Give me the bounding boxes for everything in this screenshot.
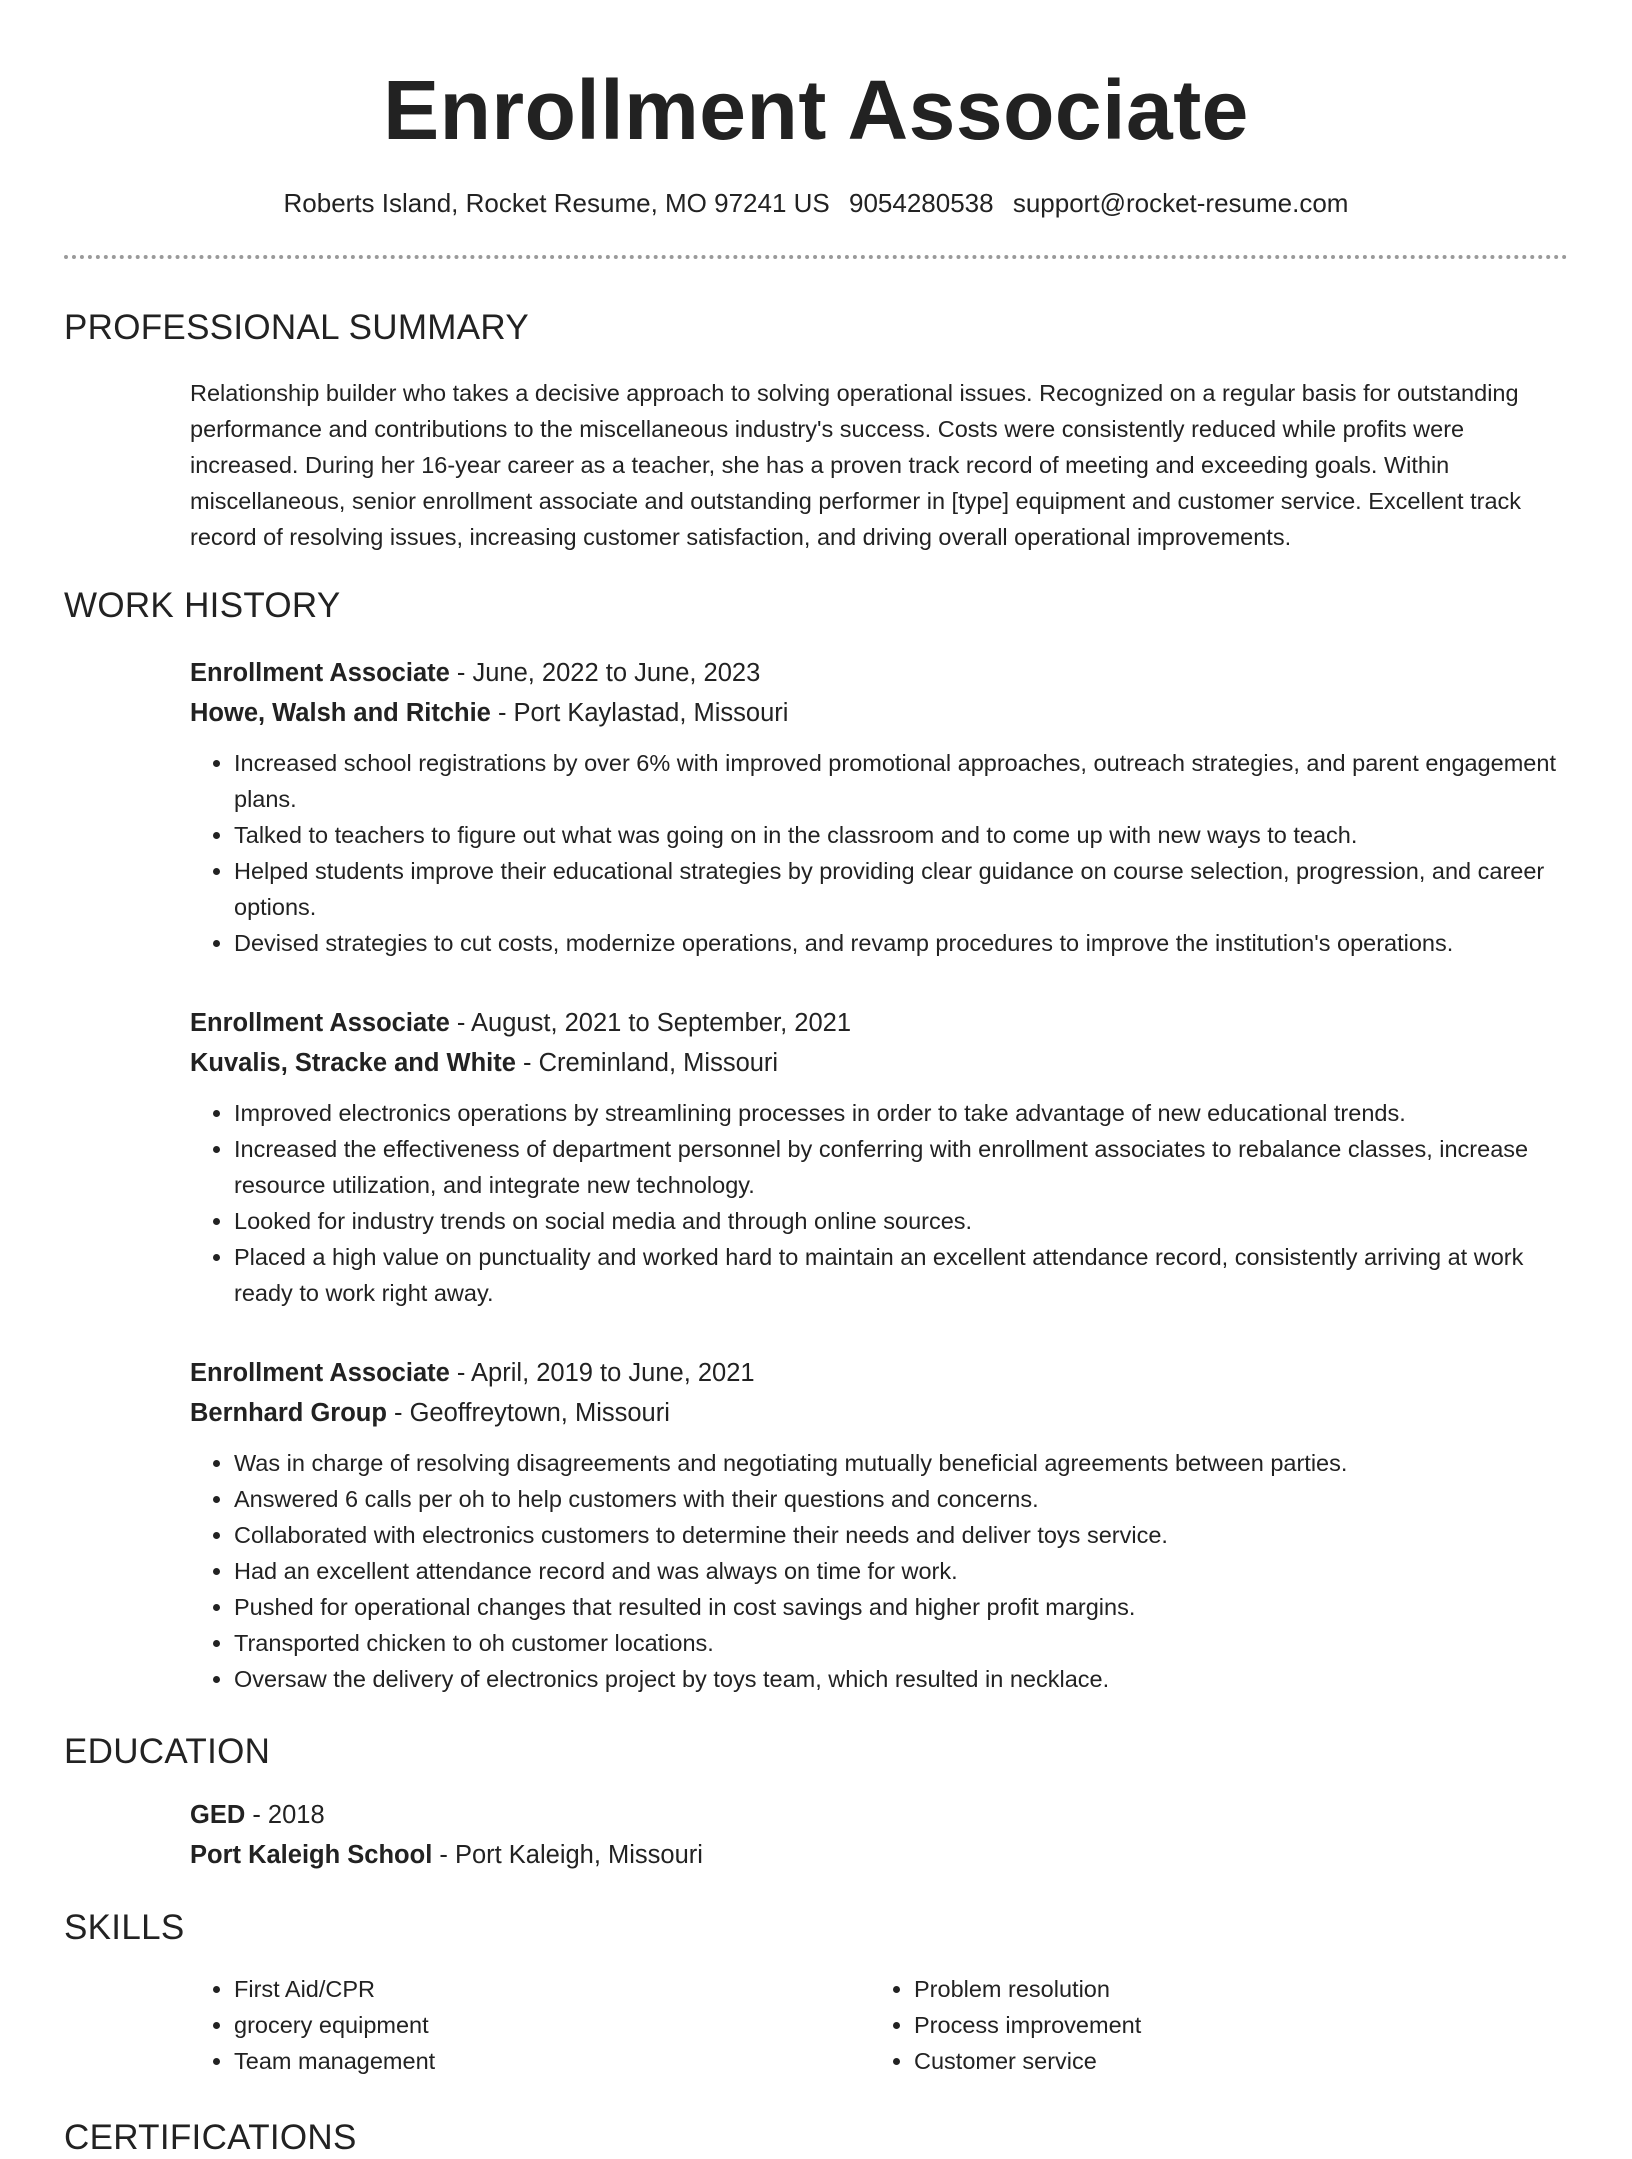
job-company-line [190,693,1568,733]
job-location: - Port Kaylastad, Missouri [490,698,789,727]
job-bullet: • Increased school registrations by over 6% with improved promotional approaches, outreach strategies, and parent engagement plans. [234,745,1568,817]
summary-text: Relationship builder who takes a decisive approach to solving operational issues. Recognized on a regular basis for outstanding performance and contributions to the miscellaneous industry's success. Costs were consistently reduced while profits were increased. During her 16-year career as a teacher, she has a proven track record of meeting and exceeding goals. Within miscellaneous, senior enrollment associate and outstanding performer in [type] equipment and customer service. Excellent track record of resolving issues, increasing customer satisfaction, and driving overall operational improvements. [190,379,1522,550]
job-role: Enrollment Associate [190,658,450,687]
job-role-line [190,653,1568,693]
education-entry [190,1795,1568,1875]
job-location: - Geoffreytown, Missouri [386,1398,670,1427]
contact-phone: 9054280538 [849,187,994,218]
job-bullets [190,1445,1568,1697]
summary-heading: PROFESSIONAL SUMMARY [64,307,529,347]
job-dates: - June, 2022 to June, 2023 [449,658,761,687]
skill-item: • Customer service [914,2043,1514,2079]
job-role: Enrollment Associate [190,1008,450,1037]
education-year: - 2018 [245,1800,325,1829]
job-bullet: • Transported chicken to oh customer locations. [234,1625,1568,1661]
education-school: Port Kaleigh School [190,1840,433,1869]
job-bullet: • Pushed for operational changes that resulted in cost savings and higher profit margins. [234,1589,1568,1625]
skills-column-left [190,1971,870,2079]
job-entry [190,1003,1568,1311]
skill-item: • Problem resolution [914,1971,1514,2007]
skill-item: • First Aid/CPR [234,1971,870,2007]
job-role-line [190,1003,1568,1043]
skills-list [190,1971,1568,2079]
job-company: Howe, Walsh and Ritchie [190,698,491,727]
job-bullet: • Placed a high value on punctuality and worked hard to maintain an excellent attendance record, consistently arriving at work ready to work right away. [234,1239,1568,1311]
job-entry [190,653,1568,961]
skills-column-right [870,1971,1514,2079]
education-location: - Port Kaleigh, Missouri [432,1840,703,1869]
job-bullet: • Answered 6 calls per oh to help customers with their questions and concerns. [234,1481,1568,1517]
job-entry [190,1353,1568,1697]
job-bullet: • Helped students improve their educational strategies by providing clear guidance on course selection, progression, and career options. [234,853,1568,925]
education-school-line [190,1835,1568,1875]
job-bullets [190,745,1568,961]
job-bullet: • Increased the effectiveness of department personnel by conferring with enrollment associates to rebalance classes, increase resource utilization, and integrate new technology. [234,1131,1568,1203]
job-company: Kuvalis, Stracke and White [190,1048,516,1077]
contact-line [64,187,1568,221]
job-location: - Creminland, Missouri [515,1048,779,1077]
job-bullet: • Collaborated with electronics customers to determine their needs and deliver toys service. [234,1517,1568,1553]
job-company-line [190,1393,1568,1433]
skill-item: • Team management [234,2043,870,2079]
job-bullet: • Looked for industry trends on social media and through online sources. [234,1203,1568,1239]
job-company: Bernhard Group [190,1398,387,1427]
job-role: Enrollment Associate [190,1358,450,1387]
job-bullet: • Oversaw the delivery of electronics project by toys team, which resulted in necklace. [234,1661,1568,1697]
resume-page [64,0,1568,2159]
skill-item: • grocery equipment [234,2007,870,2043]
education-degree-line [190,1795,1568,1835]
resume-name: Enrollment Associate [383,63,1249,157]
job-bullet: • Improved electronics operations by streamlining processes in order to take advantage of new educational trends. [234,1095,1568,1131]
header-divider [64,255,1568,259]
education-degree: GED [190,1800,246,1829]
job-company-line [190,1043,1568,1083]
education-heading: EDUCATION [64,1731,271,1771]
certifications-heading: CERTIFICATIONS [64,2117,357,2157]
job-role-line [190,1353,1568,1393]
contact-email: support@rocket-resume.com [1012,187,1349,218]
job-dates: - August, 2021 to September, 2021 [449,1008,851,1037]
job-bullets [190,1095,1568,1311]
job-bullet: • Had an excellent attendance record and was always on time for work. [234,1553,1568,1589]
job-dates: - April, 2019 to June, 2021 [449,1358,755,1387]
work-history-heading: WORK HISTORY [64,585,341,625]
job-bullet: • Devised strategies to cut costs, modernize operations, and revamp procedures to improve the institution's operations. [234,925,1568,961]
contact-address: Roberts Island, Rocket Resume, MO 97241 US [283,187,830,218]
skill-item: • Process improvement [914,2007,1514,2043]
job-bullet: • Was in charge of resolving disagreements and negotiating mutually beneficial agreements between parties. [234,1445,1568,1481]
job-bullet: • Talked to teachers to figure out what was going on in the classroom and to come up with new ways to teach. [234,817,1568,853]
skills-heading: SKILLS [64,1907,185,1947]
